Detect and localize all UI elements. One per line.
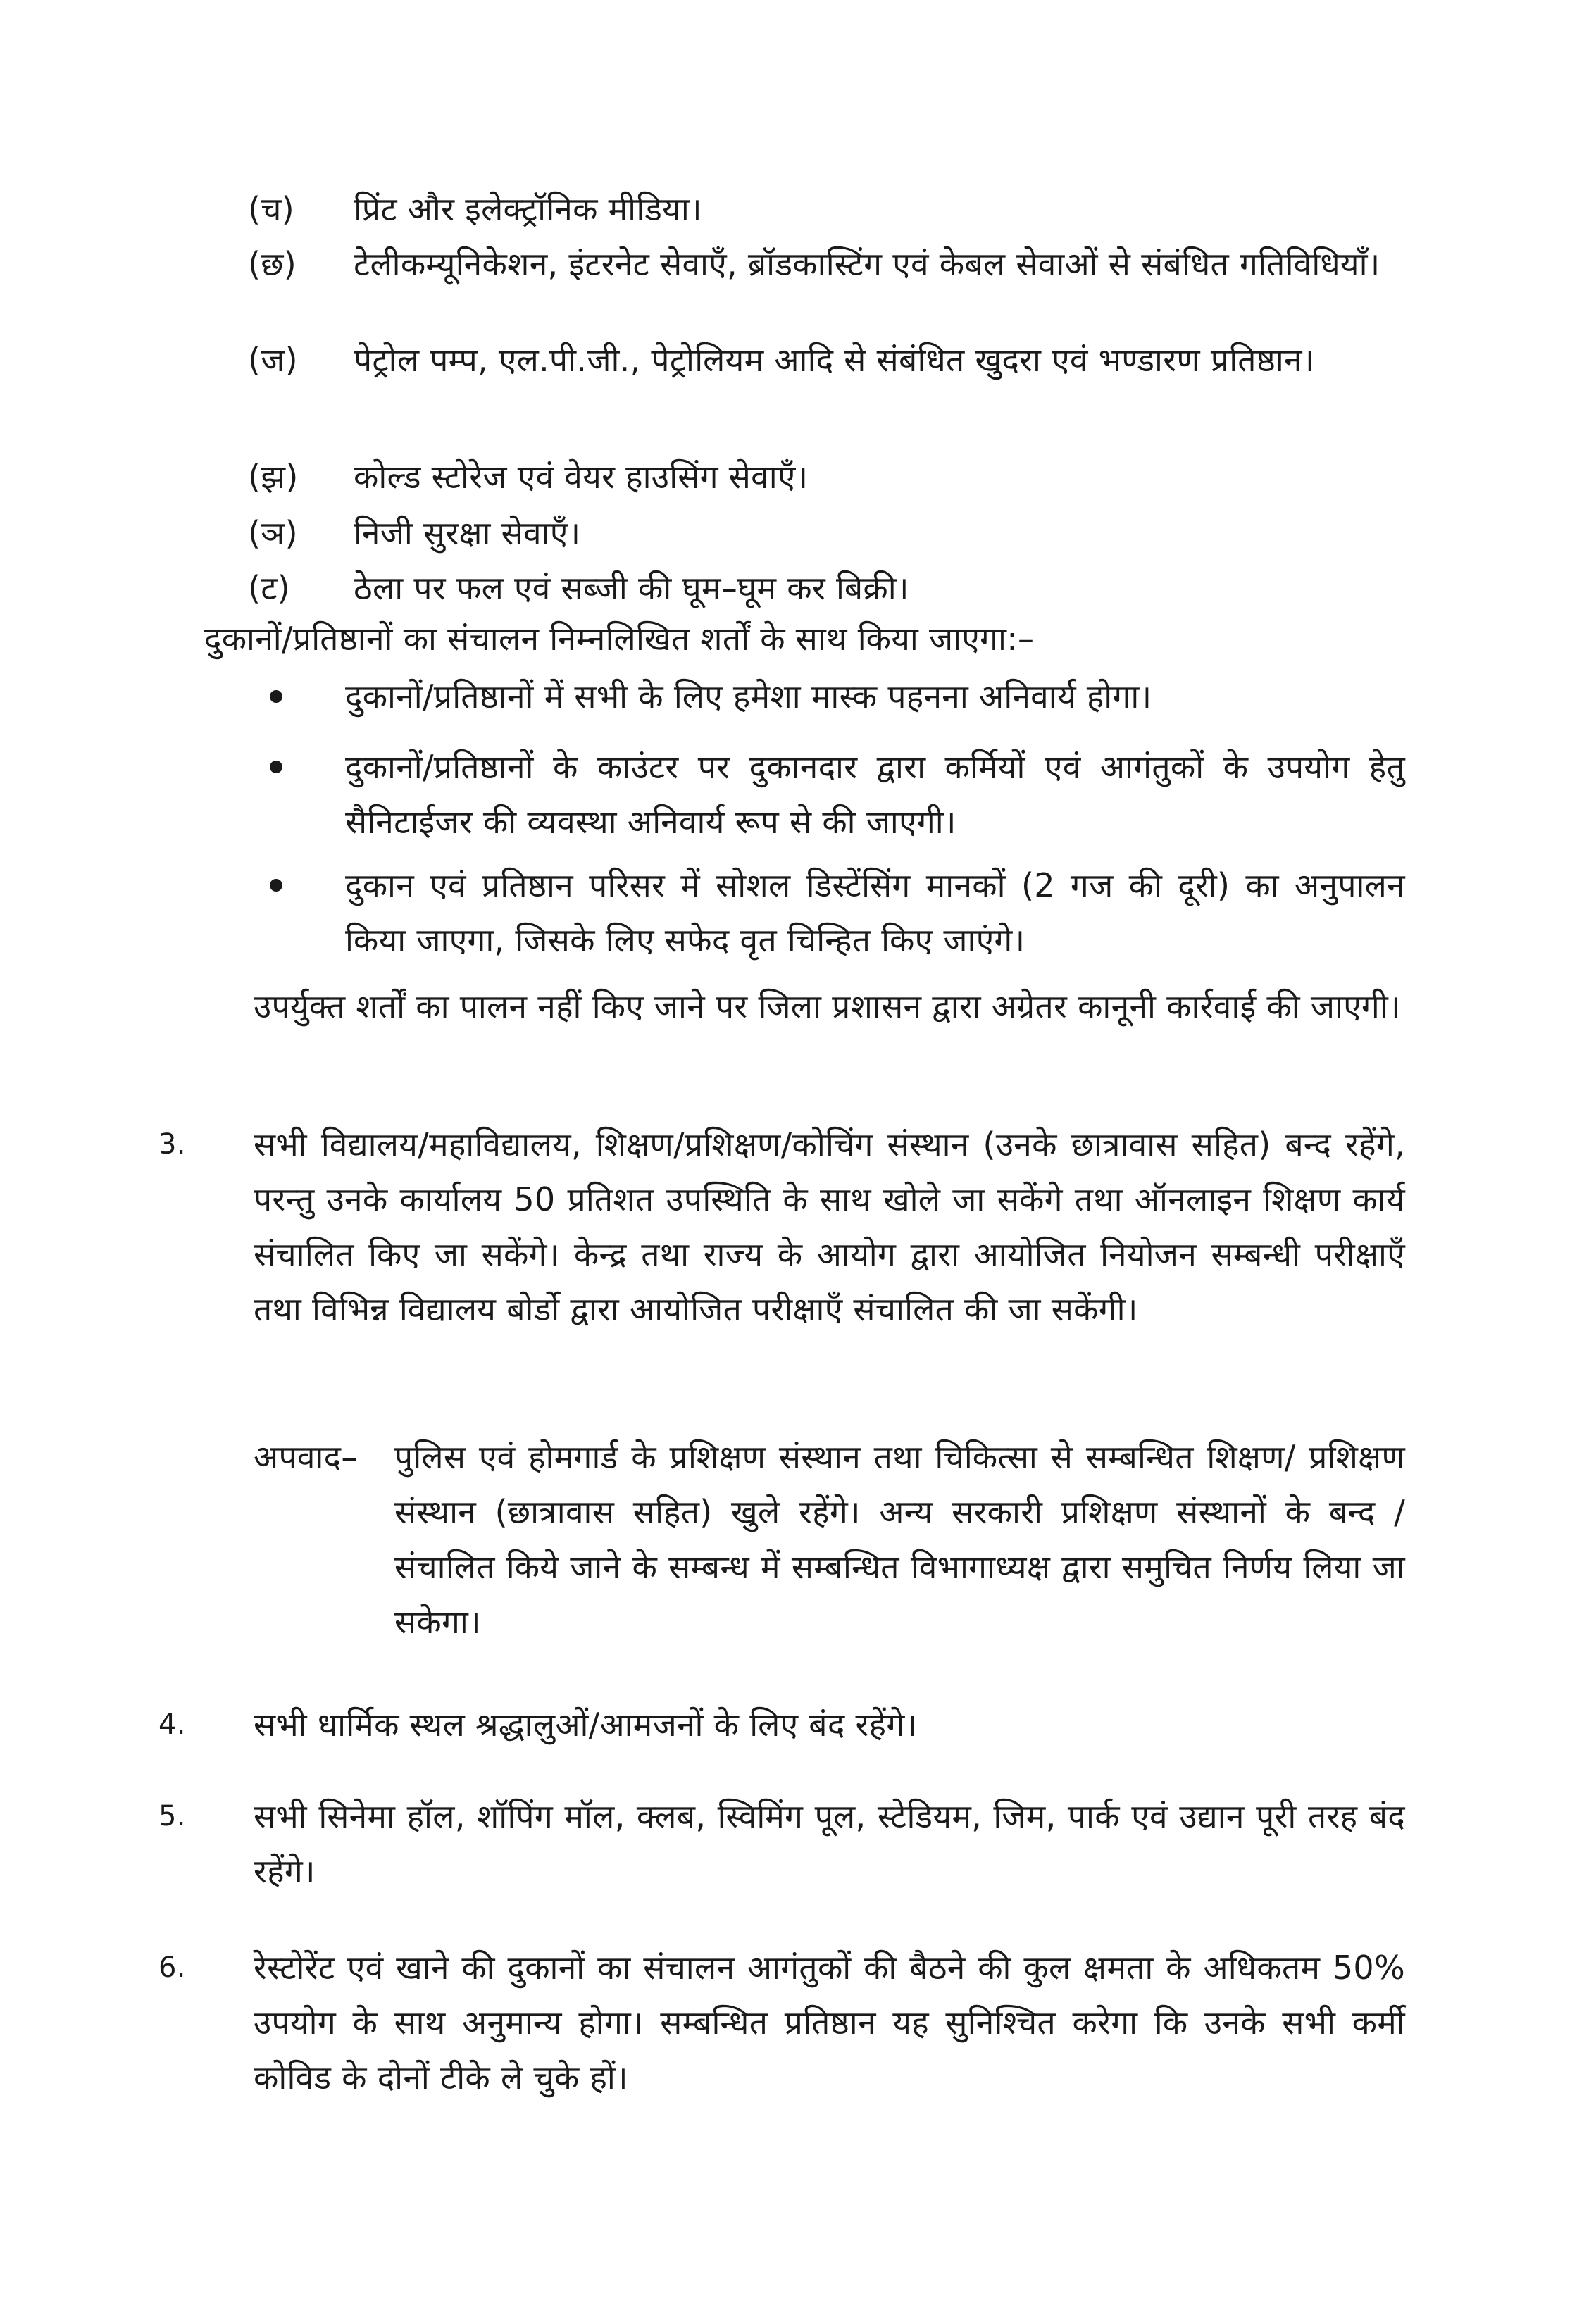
condition-text: दुकानों/प्रतिष्ठानों के काउंटर पर दुकानदार द्वारा कर्मियों एवं आगंतुकों के उपयोग हेतु सैनिटाईजर की व्यवस्था अनिवार्य रूप से की जाएगी। <box>345 748 1405 841</box>
item-text: कोल्ड स्टोरेज एवं वेयर हाउसिंग सेवाएँ। <box>354 458 809 496</box>
point-text: रेस्टोरेंट एवं खाने की दुकानों का संचालन आगंतुकों की बैठने की कुल क्षमता के अधिकतम 50% उपयोग के साथ अनुमान्य होगा। सम्बन्धित प्रतिष्ठान यह सुनिश्चित करेगा कि उनके सभी कर्मी कोविड के दोनों टीके ले चुके हों। <box>254 1949 1405 2097</box>
list-item-ja <box>248 332 1403 387</box>
condition-text: दुकान एवं प्रतिष्ठान परिसर में सोशल डिस्टेंसिंग मानकों (2 गज की दूरी) का अनुपालन किया जाएगा, जिसके लिए सफेद वृत चिन्हित किए जाएंगे। <box>345 866 1405 959</box>
point-number: 4. <box>158 1708 186 1741</box>
point-text: सभी धार्मिक स्थल श्रद्धालुओं/आमजनों के लिए बंद रहेंगे। <box>254 1706 918 1744</box>
condition-bullet <box>264 739 1405 849</box>
list-item-ta <box>248 561 1403 616</box>
condition-text: दुकानों/प्रतिष्ठानों में सभी के लिए हमेशा मास्क पहनना अनिवार्य होगा। <box>345 677 1152 716</box>
point-6 <box>158 1940 1405 2105</box>
condition-bullet <box>264 669 1405 724</box>
point-number: 6. <box>158 1951 186 1984</box>
item-marker: (ञ) <box>248 514 298 552</box>
point-text: सभी सिनेमा हॉल, शॉपिंग मॉल, क्लब, स्विमिंग पूल, स्टेडियम, जिम, पार्क एवं उद्यान पूरी तरह बंद रहेंगे। <box>254 1797 1405 1890</box>
point-number: 5. <box>158 1800 186 1832</box>
item-text: ठेला पर फल एवं सब्जी की घूम–घूम कर बिक्री। <box>354 569 909 607</box>
point-3 <box>158 1117 1405 1337</box>
exception-label: अपवाद– <box>254 1438 358 1476</box>
list-item-nya <box>248 506 1403 561</box>
item-marker: (छ) <box>248 245 297 283</box>
bullet-icon <box>270 879 282 892</box>
item-text: पेट्रोल पम्प, एल.पी.जी., पेट्रोलियम आदि से संबंधित खुदरा एवं भण्डारण प्रतिष्ठान। <box>354 341 1315 379</box>
list-item-jha <box>248 449 1403 504</box>
bullet-icon <box>270 690 282 703</box>
conditions-note: उपर्युक्त शर्तों का पालन नहीं किए जाने पर जिला प्रशासन द्वारा अग्रेतर कानूनी कार्रवाई की जाएगी। <box>254 987 1401 1025</box>
item-text: टेलीकम्यूनिकेशन, इंटरनेट सेवाएँ, ब्रॉडकास्टिंग एवं केबल सेवाओं से संबंधित गतिविधियाँ। <box>354 245 1380 283</box>
point-4 <box>158 1697 1405 1752</box>
point-text: सभी विद्यालय/महाविद्यालय, शिक्षण/प्रशिक्षण/कोचिंग संस्थान (उनके छात्रावास सहित) बन्द रहेंगे, परन्तु उनके कार्यालय 50 प्रतिशत उपस्थिति के साथ खोले जा सकेंगे तथा ऑनलाइन शिक्षण कार्य संचालित किए जा सकेंगे। केन्द्र तथा राज्य के आयोग द्वारा आयोजित नियोजन सम्बन्धी परीक्षाएँ तथा विभिन्न विद्यालय बोर्डो द्वारा आयोजित परीक्षाएँ संचालित की जा सकेंगी। <box>254 1125 1405 1328</box>
condition-bullet <box>264 858 1405 968</box>
exception-block <box>254 1430 1405 1649</box>
item-marker: (झ) <box>248 458 299 496</box>
point-number: 3. <box>158 1128 186 1161</box>
item-text: निजी सुरक्षा सेवाएँ। <box>354 514 581 552</box>
item-marker: (ट) <box>248 569 290 607</box>
exception-text: पुलिस एवं होमगार्ड के प्रशिक्षण संस्थान तथा चिकित्सा से सम्बन्धित शिक्षण/ प्रशिक्षण संस्थान (छात्रावास सहित) खुले रहेंगे। अन्य सरकारी प्रशिक्षण संस्थानों के बन्द /संचालित किये जाने के सम्बन्ध में सम्बन्धित विभागाध्यक्ष द्वारा समुचित निर्णय लिया जा सकेगा। <box>394 1438 1405 1641</box>
list-item-cha <box>248 182 1403 237</box>
item-marker: (ज) <box>248 341 298 379</box>
item-marker: (च) <box>248 190 295 228</box>
point-5 <box>158 1789 1405 1899</box>
bullet-icon <box>270 761 282 773</box>
list-item-chha <box>248 237 1403 292</box>
item-text: प्रिंट और इलेक्ट्रॉनिक मीडिया। <box>354 190 702 228</box>
conditions-intro: दुकानों/प्रतिष्ठानों का संचालन निम्नलिखित शर्तों के साथ किया जाएगा:– <box>204 620 1035 658</box>
